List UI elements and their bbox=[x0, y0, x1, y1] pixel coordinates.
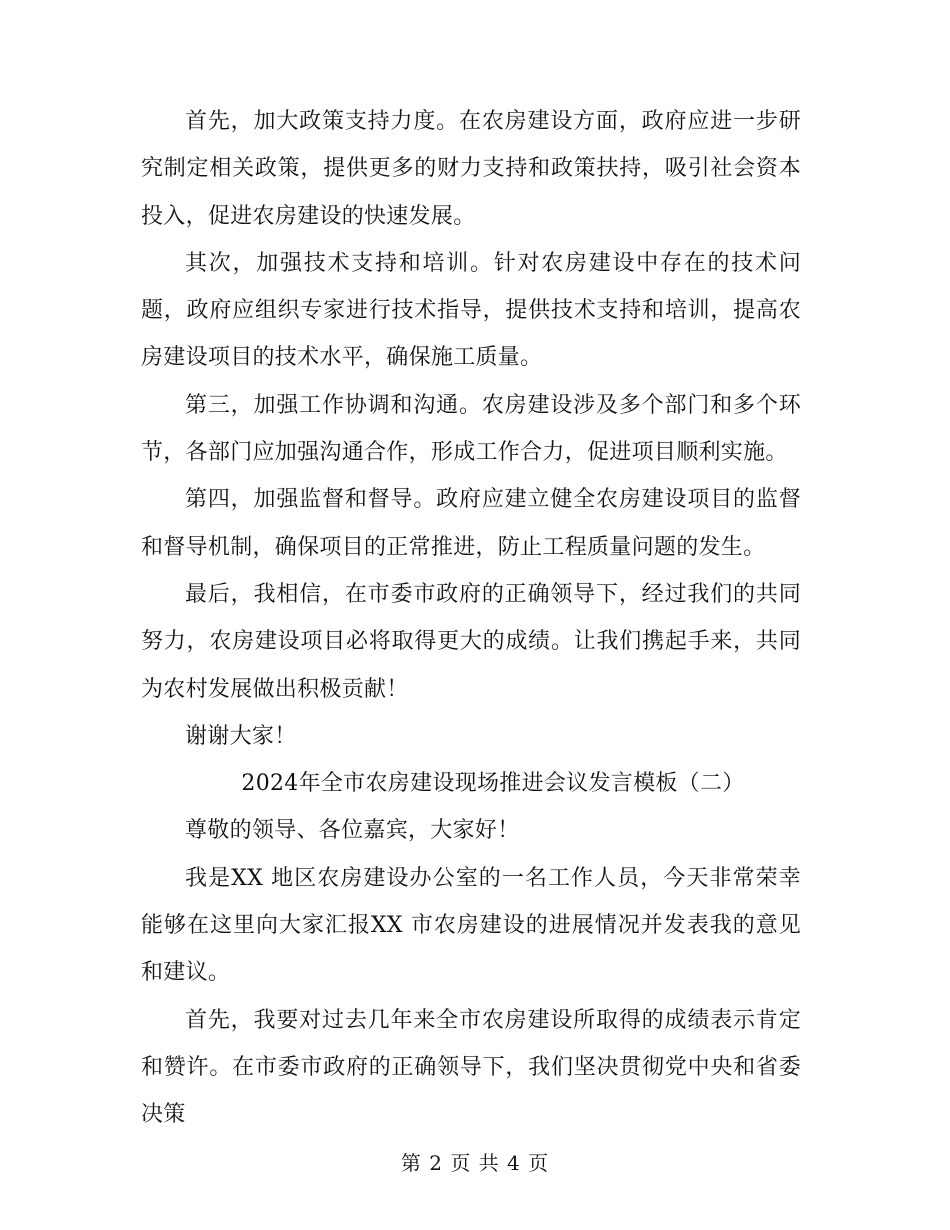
document-body bbox=[141, 98, 801, 1139]
paragraph-achievements: 首先，我要对过去几年来全市农房建设所取得的成绩表示肯定和赞许。在市委市政府的正确领导下，我们坚决贯彻党中央和省委决策 bbox=[141, 1007, 801, 1128]
paragraph-greeting: 尊敬的领导、各位嘉宾，大家好！ bbox=[185, 818, 520, 844]
paragraph-technical-support: 其次，加强技术支持和培训。针对农房建设中存在的技术问题，政府应组织专家进行技术指导，提供技术支持和培训，提高农房建设项目的技术水平，确保施工质量。 bbox=[141, 250, 801, 371]
page-footer: 第 2 页 共 4 页 bbox=[400, 1151, 550, 1175]
paragraph-conclusion: 最后，我相信，在市委市政府的正确领导下，经过我们的共同努力，农房建设项目必将取得更大的成绩。让我们携起手来，共同为农村发展做出积极贡献！ bbox=[141, 581, 801, 702]
paragraph-thanks: 谢谢大家！ bbox=[185, 723, 297, 749]
paragraph-supervision: 第四，加强监督和督导。政府应建立健全农房建设项目的监督和督导机制，确保项目的正常推进，防止工程质量问题的发生。 bbox=[141, 487, 801, 560]
paragraph-coordination: 第三，加强工作协调和沟通。农房建设涉及多个部门和多个环节，各部门应加强沟通合作，形成工作合力，促进项目顺利实施。 bbox=[141, 392, 801, 466]
paragraph-introduction: 我是XX 地区农房建设办公室的一名工作人员，今天非常荣幸能够在这里向大家汇报XX 市农房建设的进展情况并发表我的意见和建议。 bbox=[141, 865, 801, 986]
paragraph-policy-support: 首先，加大政策支持力度。在农房建设方面，政府应进一步研究制定相关政策，提供更多的财力支持和政策扶持，吸引社会资本投入，促进农房建设的快速发展。 bbox=[141, 109, 801, 229]
section-title: 2024年全市农房建设现场推进会议发言模板（二） bbox=[241, 771, 745, 797]
